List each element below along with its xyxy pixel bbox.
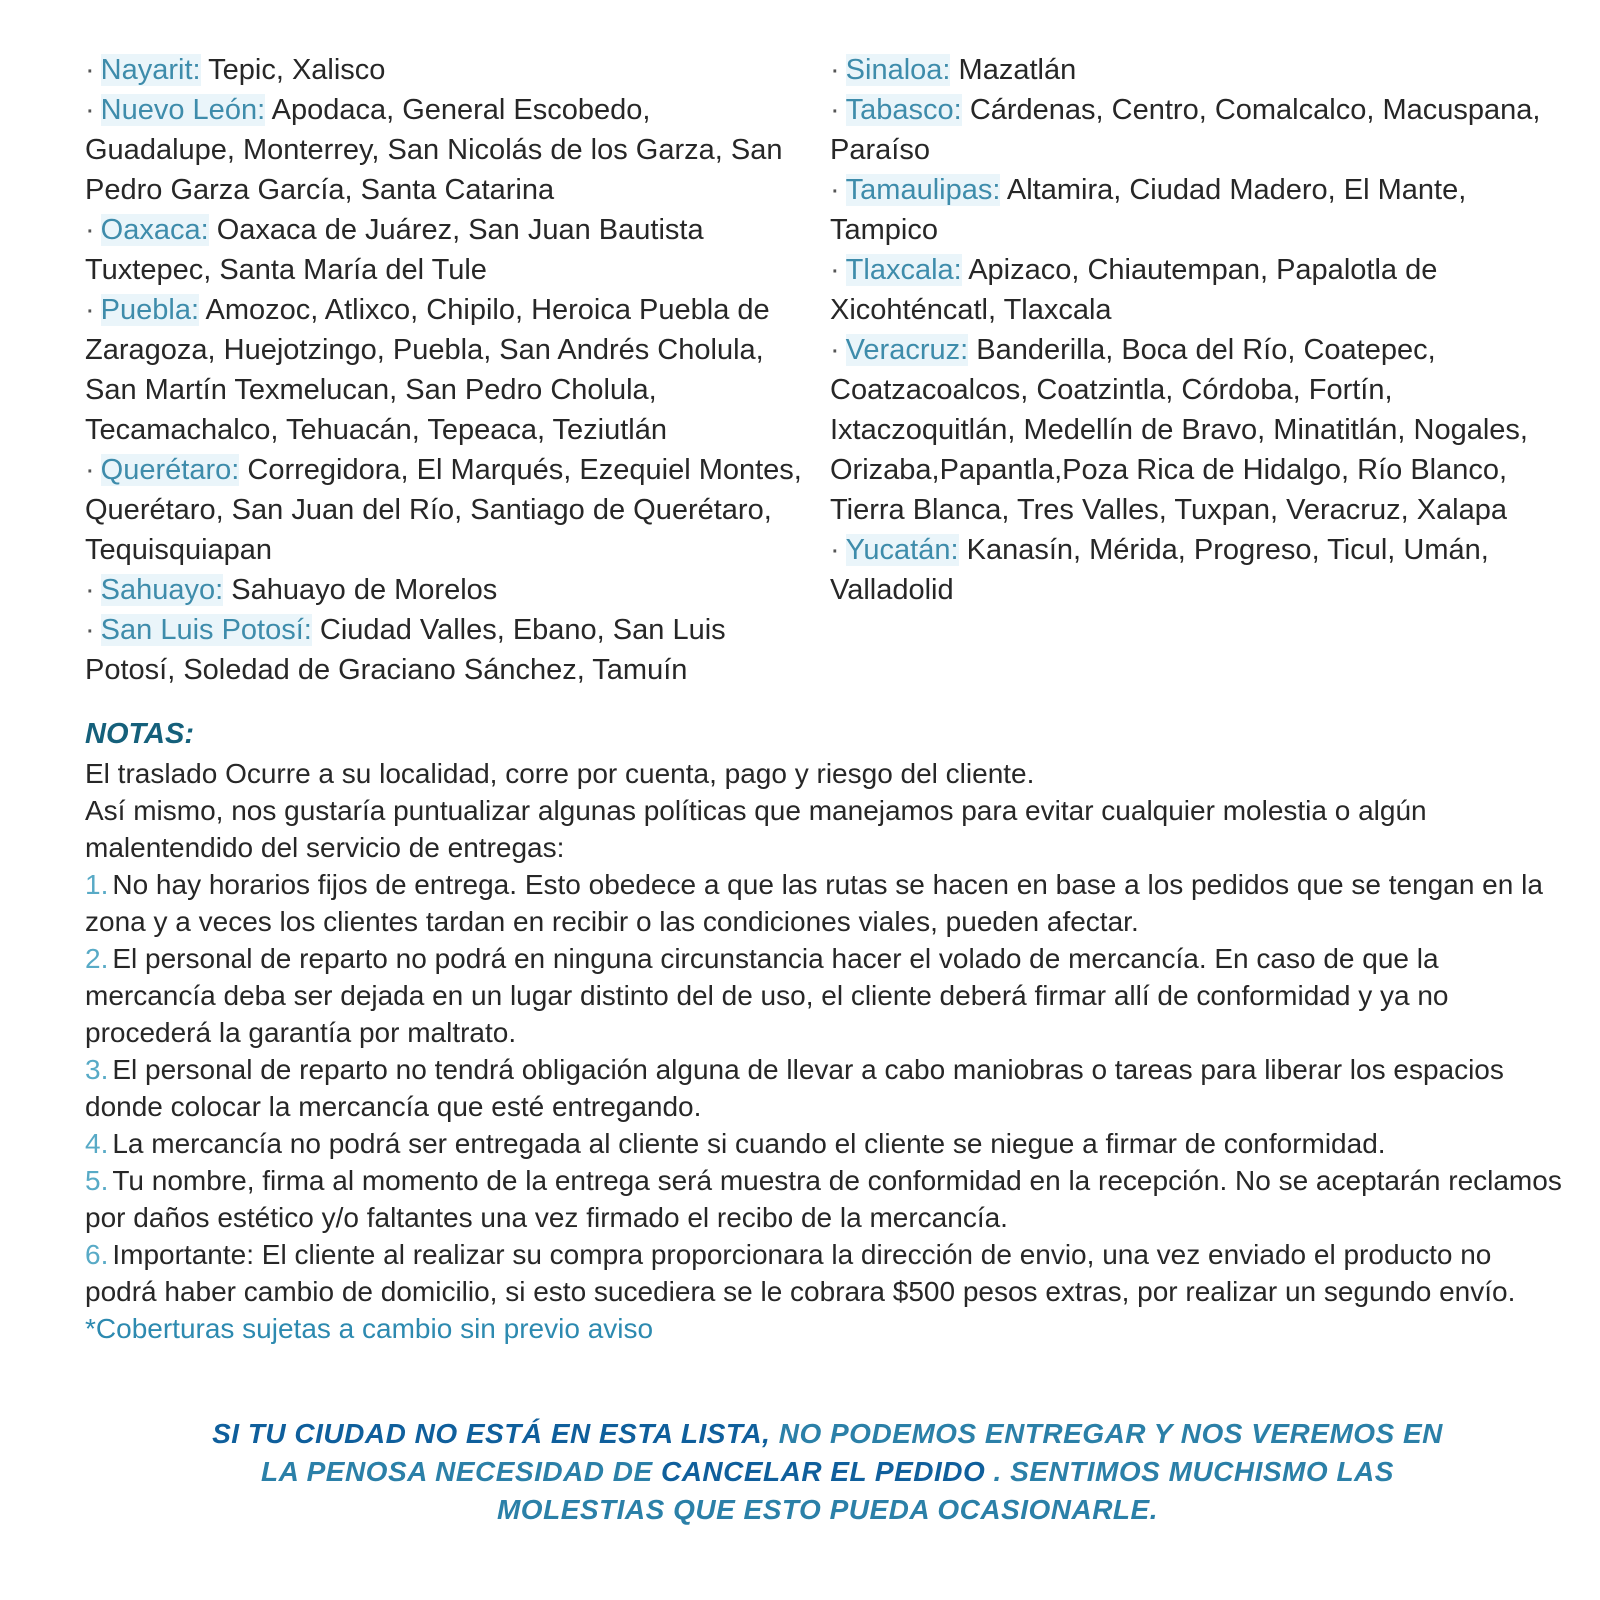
bullet-glyph: ·	[830, 534, 840, 566]
note-number: 2.	[85, 943, 109, 974]
state-entry	[85, 50, 802, 90]
notes-intro-line-1: El traslado Ocurre a su localidad, corre por cuenta, pago y riesgo del cliente.	[85, 758, 1035, 789]
city-list: Cárdenas, Centro, Comalcalco, Macuspana, Paraíso	[830, 94, 1541, 166]
bullet-glyph: ·	[830, 254, 840, 286]
note-number: 3.	[85, 1054, 109, 1085]
state-name: Tamaulipas:	[845, 174, 1001, 206]
note-number: 5.	[85, 1165, 109, 1196]
city-list: Apodaca, General Escobedo, Guadalupe, Monterrey, San Nicolás de los Garza, San Pedro Garza García, Santa Catarina	[85, 94, 783, 206]
state-name: Nuevo León:	[100, 94, 266, 126]
bullet-glyph: ·	[85, 454, 95, 486]
state-entry	[85, 610, 802, 690]
bullet-glyph: ·	[830, 54, 840, 86]
state-name: Nayarit:	[100, 54, 201, 86]
note-item	[85, 866, 1570, 940]
footer-warning-segment: NO PODEMOS ENTREGAR Y NOS VEREMOS EN LA PENOSA NECESIDAD DE	[261, 1418, 1443, 1487]
state-name: Puebla:	[100, 294, 200, 326]
city-list: Sahuayo de Morelos	[231, 574, 498, 606]
coverage-column-left	[85, 50, 830, 690]
city-list: Altamira, Ciudad Madero, El Mante, Tampico	[830, 174, 1467, 246]
state-entry	[830, 50, 1542, 90]
bullet-glyph: ·	[830, 334, 840, 366]
coverage-column-right	[830, 50, 1542, 610]
state-name: Oaxaca:	[100, 214, 209, 246]
city-list: Tepic, Xalisco	[208, 54, 386, 86]
note-item	[85, 1162, 1570, 1236]
state-entry	[830, 170, 1542, 250]
state-entry	[830, 330, 1542, 530]
bullet-glyph: ·	[85, 614, 95, 646]
note-text: El personal de reparto no podrá en ninguna circunstancia hacer el volado de mercancía. En caso de que la mercancía deba ser dejada en un lugar distinto del de uso, el cliente deberá firmar allí de conformidad y ya no procederá la garantía por maltrato.	[85, 943, 1449, 1048]
note-text: La mercancía no podrá ser entregada al cliente si cuando el cliente se niegue a firmar de conformidad.	[112, 1128, 1386, 1159]
state-entry	[830, 530, 1542, 610]
note-item	[85, 1125, 1570, 1162]
notes-intro-line-2: Así mismo, nos gustaría puntualizar algunas políticas que manejamos para evitar cualquier molestia o algún malentendido del servicio de entregas:	[85, 795, 1427, 863]
state-name: Sinaloa:	[845, 54, 951, 86]
city-list: Kanasín, Mérida, Progreso, Ticul, Umán, Valladolid	[830, 534, 1489, 606]
footer-warning	[85, 1415, 1570, 1529]
bullet-glyph: ·	[85, 294, 95, 326]
note-text: No hay horarios fijos de entrega. Esto obedece a que las rutas se hacen en base a los pedidos que se tengan en la zona y a veces los clientes tardan en recibir o las condiciones viales, pueden afectar.	[85, 869, 1543, 937]
state-name: San Luis Potosí:	[100, 614, 312, 646]
bullet-glyph: ·	[830, 174, 840, 206]
note-item	[85, 940, 1570, 1051]
state-name: Querétaro:	[100, 454, 240, 486]
state-entry	[85, 210, 802, 290]
note-text: Importante: El cliente al realizar su compra proporcionara la dirección de envio, una vez enviado el producto no podrá haber cambio de domicilio, si esto sucediera se le cobrara $500 pesos extras, por realizar un segundo envío.	[85, 1239, 1516, 1307]
city-list: Corregidora, El Marqués, Ezequiel Montes, Querétaro, San Juan del Río, Santiago de Querétaro, Tequisquiapan	[85, 454, 802, 566]
state-name: Veracruz:	[845, 334, 969, 366]
note-item	[85, 1236, 1570, 1310]
state-entry	[830, 90, 1542, 170]
coverage-footnote: *Coberturas sujetas a cambio sin previo aviso	[85, 1313, 654, 1344]
notes-section	[85, 716, 1570, 1347]
city-list: Ciudad Valles, Ebano, San Luis Potosí, Soledad de Graciano Sánchez, Tamuín	[85, 614, 726, 686]
state-entry	[85, 90, 802, 210]
note-number: 6.	[85, 1239, 109, 1270]
note-text: Tu nombre, firma al momento de la entrega será muestra de conformidad en la recepción. No se aceptarán reclamos por daños estético y/o faltantes una vez firmado el recibo de la mercancía.	[85, 1165, 1562, 1233]
bullet-glyph: ·	[85, 214, 95, 246]
city-list: Banderilla, Boca del Río, Coatepec, Coatzacoalcos, Coatzintla, Córdoba, Fortín, Ixtaczoquitlán, Medellín de Bravo, Minatitlán, Nogales, Orizaba,Papantla,Poza Rica de Hidalgo, Río Blanco, Tierra Blanca, Tres Valles, Tuxpan, Veracruz, Xalapa	[830, 334, 1528, 526]
bullet-glyph: ·	[85, 94, 95, 126]
state-entry	[85, 450, 802, 570]
note-number: 4.	[85, 1128, 109, 1159]
bullet-glyph: ·	[85, 574, 95, 606]
note-item	[85, 1051, 1570, 1125]
note-number: 1.	[85, 869, 109, 900]
notes-items	[85, 866, 1570, 1310]
city-list: Apizaco, Chiautempan, Papalotla de Xicohténcatl, Tlaxcala	[830, 254, 1438, 326]
bullet-glyph: ·	[85, 54, 95, 86]
state-name: Yucatán:	[845, 534, 959, 566]
notes-heading: NOTAS:	[85, 718, 195, 750]
bullet-glyph: ·	[830, 94, 840, 126]
footer-warning-segment: . SENTIMOS MUCHISMO LAS MOLESTIAS QUE ESTO PUEDA OCASIONARLE.	[496, 1456, 1394, 1525]
state-name: Tlaxcala:	[845, 254, 962, 286]
city-list: Mazatlán	[958, 54, 1077, 86]
state-name: Tabasco:	[845, 94, 962, 126]
state-name: Sahuayo:	[100, 574, 224, 606]
state-entry	[85, 570, 802, 610]
coverage-columns	[85, 50, 1570, 690]
city-list: Oaxaca de Juárez, San Juan Bautista Tuxtepec, Santa María del Tule	[85, 214, 704, 286]
state-entry	[85, 290, 802, 450]
footer-warning-segment: CANCELAR EL PEDIDO	[660, 1456, 986, 1487]
state-entry	[830, 250, 1542, 330]
footer-warning-segment: SI TU CIUDAD NO ESTÁ EN ESTA LISTA,	[212, 1418, 779, 1449]
city-list: Amozoc, Atlixco, Chipilo, Heroica Puebla de Zaragoza, Huejotzingo, Puebla, San Andrés Cholula, San Martín Texmelucan, San Pedro Cholula, Tecamachalco, Tehuacán, Tepeaca, Teziutlán	[85, 294, 770, 446]
note-text: El personal de reparto no tendrá obligación alguna de llevar a cabo maniobras o tareas para liberar los espacios donde colocar la mercancía que esté entregando.	[85, 1054, 1504, 1122]
